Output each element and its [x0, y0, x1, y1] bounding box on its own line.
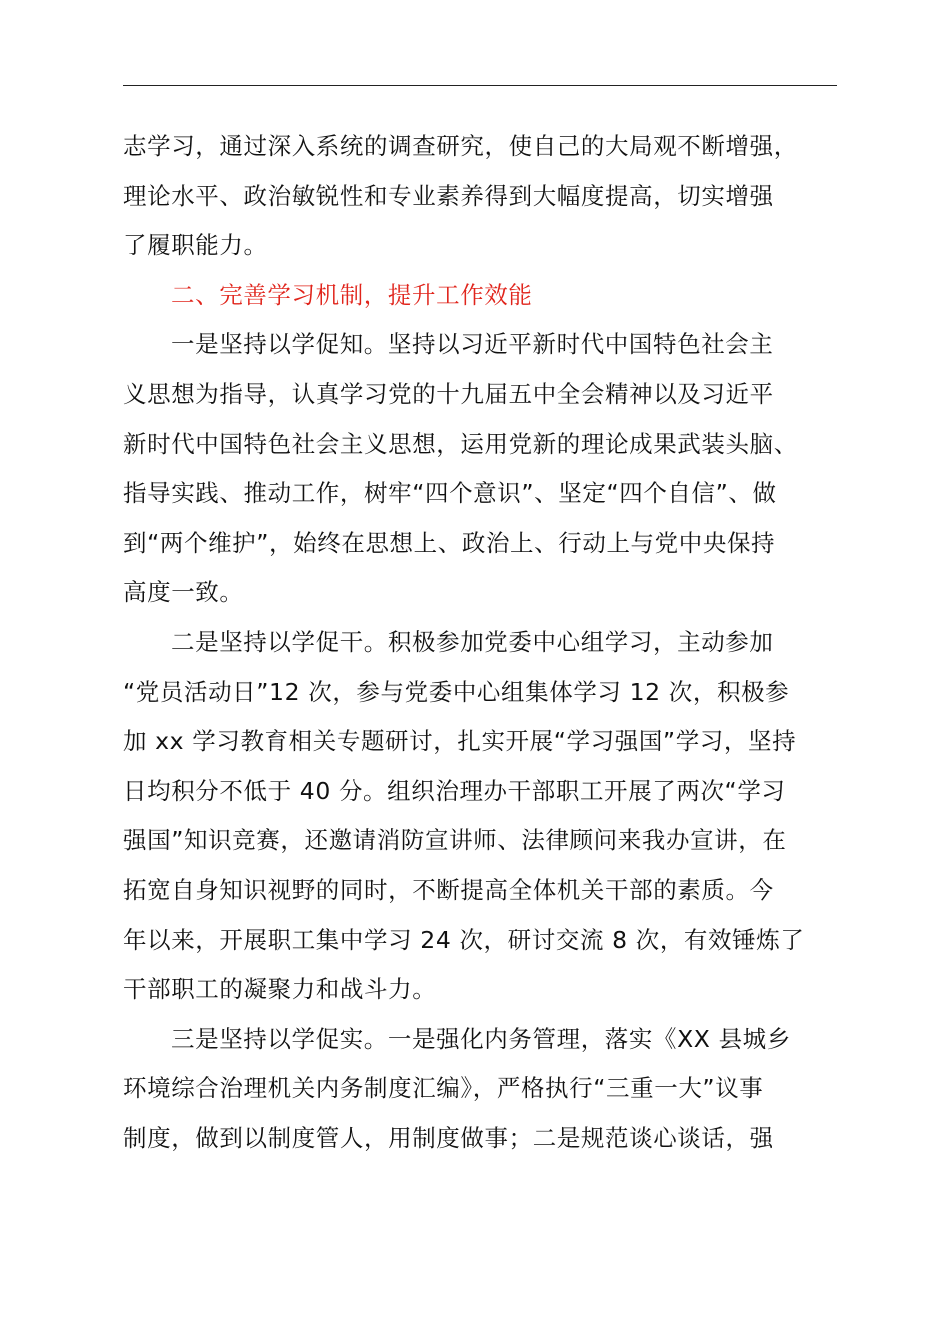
paragraph-line: 拓宽自身知识视野的同时，不断提高全体机关干部的素质。今	[123, 875, 774, 904]
paragraph-line: 二是坚持以学促干。积极参加党委中心组学习，主动参加	[171, 627, 774, 656]
paragraph-line: 指导实践、推动工作，树牢“四个意识”、坚定“四个自信”、做	[123, 479, 777, 508]
paragraph-line: 新时代中国特色社会主义思想，运用党新的理论成果武装头脑、	[123, 429, 798, 458]
paragraph-line: “党员活动日”12 次，参与党委中心组集体学习 12 次，积极参	[123, 677, 790, 706]
section-heading: 二、完善学习机制，提升工作效能	[171, 280, 533, 309]
paragraph-line: 三是坚持以学促实。一是强化内务管理，落实《XX 县城乡	[171, 1024, 791, 1053]
paragraph-line: 义思想为指导，认真学习党的十九届五中全会精神以及习近平	[123, 379, 774, 408]
paragraph-line: 年以来，开展职工集中学习 24 次，研讨交流 8 次，有效锤炼了	[123, 925, 805, 954]
paragraph-line: 日均积分不低于 40 分。组织治理办干部职工开展了两次“学习	[123, 776, 786, 805]
paragraph-line: 干部职工的凝聚力和战斗力。	[123, 975, 437, 1004]
paragraph-line: 理论水平、政治敏锐性和专业素养得到大幅度提高，切实增强	[123, 181, 774, 210]
document-body	[123, 122, 837, 1163]
paragraph-line: 制度，做到以制度管人，用制度做事；二是规范谈心谈话，强	[123, 1123, 774, 1152]
paragraph-line: 了履职能力。	[123, 231, 268, 260]
paragraph-line: 志学习，通过深入系统的调查研究，使自己的大局观不断增强，	[123, 132, 798, 160]
paragraph-line: 一是坚持以学促知。坚持以习近平新时代中国特色社会主	[171, 330, 774, 359]
paragraph-line: 加 xx 学习教育相关专题研讨，扎实开展“学习强国”学习，坚持	[123, 727, 797, 756]
paragraph-line: 强国”知识竞赛，还邀请消防宣讲师、法律顾问来我办宣讲，在	[123, 826, 787, 855]
paragraph-line: 高度一致。	[123, 578, 244, 607]
paragraph-line: 环境综合治理机关内务制度汇编》，严格执行“三重一大”议事	[123, 1074, 764, 1103]
paragraph-line: 到“两个维护”，始终在思想上、政治上、行动上与党中央保持	[123, 528, 776, 557]
header-rule	[123, 85, 837, 86]
